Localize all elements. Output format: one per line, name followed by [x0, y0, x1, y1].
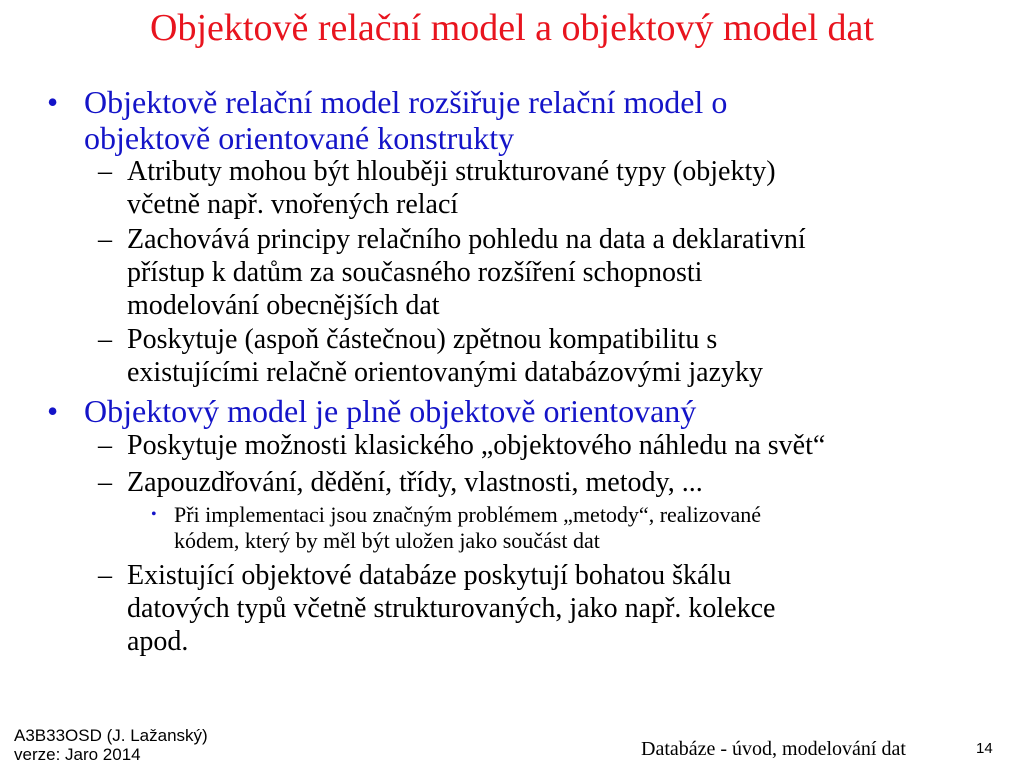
bullet-text: Při implementaci jsou značným problémem „metody“, realizované — [174, 502, 762, 527]
dash-marker: – — [98, 467, 112, 498]
dash-marker: – — [98, 324, 112, 355]
bullet-text: Objektově relační model rozšiřuje relační model o — [84, 84, 728, 120]
footer-course: A3B33OSD (J. Lažanský) — [14, 726, 208, 745]
bullet-text: Zachovává principy relačního pohledu na data a deklarativní — [127, 224, 806, 255]
page-number: 14 — [976, 740, 993, 757]
bullet-text: Objektový model je plně objektově orientovaný — [84, 393, 697, 429]
bullet-text: kódem, který by měl být uložen jako součást dat — [174, 528, 600, 553]
bullet-text: Poskytuje (aspoň částečnou) zpětnou kompatibilitu s — [127, 324, 718, 355]
dash-marker: – — [98, 224, 112, 255]
sub-bullet-marker: • — [151, 506, 157, 523]
footer-course-info — [14, 726, 208, 764]
bullet-text: datových typů včetně strukturovaných, jako např. kolekce — [127, 593, 776, 624]
bullet-marker: • — [47, 84, 59, 120]
bullet-text: modelování obecnějších dat — [127, 290, 440, 321]
bullet-text: přístup k datům za současného rozšíření schopnosti — [127, 257, 703, 288]
bullet-text: existujícími relačně orientovanými databázovými jazyky — [127, 357, 764, 388]
dash-marker: – — [98, 430, 112, 461]
bullet-marker: • — [47, 393, 59, 429]
bullet-text: včetně např. vnořených relací — [127, 189, 459, 220]
footer-term: verze: Jaro 2014 — [14, 745, 141, 764]
bullet-text: objektově orientované konstrukty — [84, 120, 515, 156]
bullet-text: Existující objektové databáze poskytují bohatou škálu — [127, 560, 732, 591]
bullet-text: Zapouzdřování, dědění, třídy, vlastnosti, metody, ... — [127, 467, 703, 498]
bullet-text: apod. — [127, 626, 189, 657]
dash-marker: – — [98, 560, 112, 591]
bullet-text: Poskytuje možnosti klasického „objektového náhledu na svět“ — [127, 430, 826, 461]
bullet-text: Atributy mohou být hlouběji strukturované typy (objekty) — [127, 156, 776, 187]
slide-title: Objektově relační model a objektový model dat — [150, 7, 874, 49]
footer-subject: Databáze - úvod, modelování dat — [641, 738, 906, 760]
dash-marker: – — [98, 156, 112, 187]
